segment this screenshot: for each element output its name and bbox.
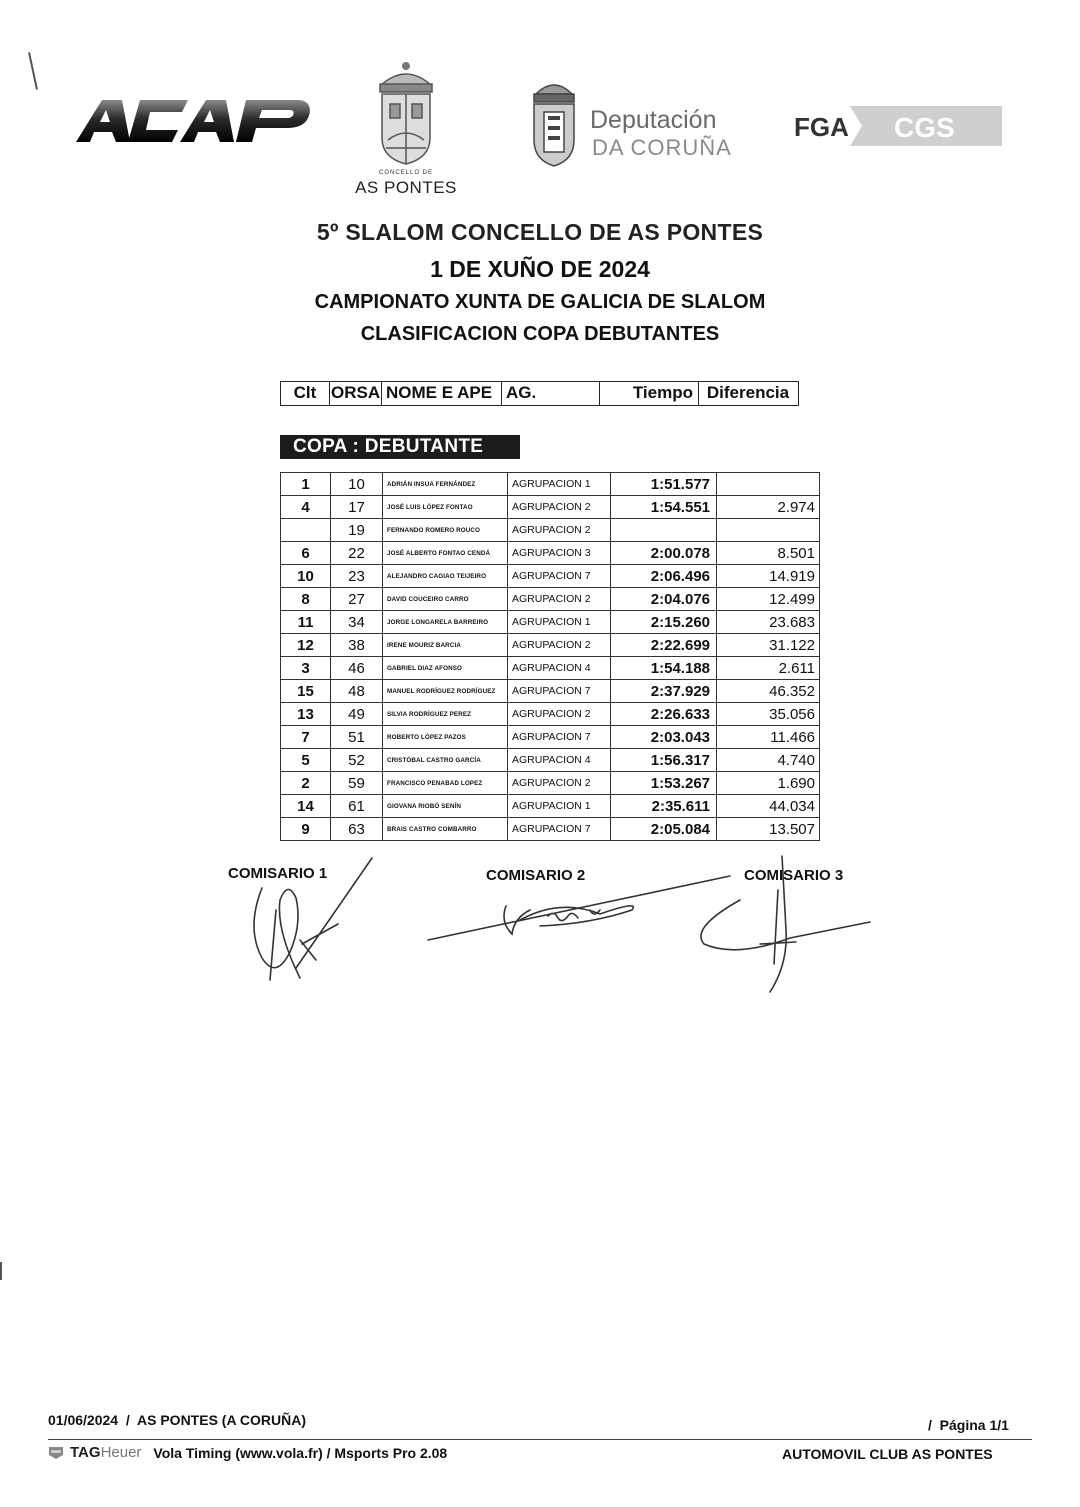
result-position: 12 xyxy=(281,634,331,657)
result-difference: 4.740 xyxy=(717,749,820,772)
result-dorsal: 38 xyxy=(331,634,383,657)
table-row xyxy=(281,519,820,542)
result-difference: 1.690 xyxy=(717,772,820,795)
timing-software: Vola Timing (www.vola.fr) / Msports Pro 2.08 xyxy=(153,1444,448,1461)
table-row xyxy=(281,565,820,588)
table-row xyxy=(281,634,820,657)
result-driver-name: GIOVANA RIOBÓ SENÍN xyxy=(383,795,508,818)
result-group: AGRUPACION 2 xyxy=(508,772,611,795)
classification-title: CLASIFICACION COPA DEBUTANTES xyxy=(360,323,720,345)
result-position: 9 xyxy=(281,818,331,841)
header-orsa: ORSA xyxy=(330,382,382,405)
result-time: 1:51.577 xyxy=(611,473,717,496)
result-difference: 13.507 xyxy=(717,818,820,841)
result-difference: 11.466 xyxy=(717,726,820,749)
result-position: 10 xyxy=(281,565,331,588)
table-row xyxy=(281,542,820,565)
results-table xyxy=(280,472,820,841)
result-position: 3 xyxy=(281,657,331,680)
table-row xyxy=(281,726,820,749)
result-difference: 2.611 xyxy=(717,657,820,680)
result-driver-name: BRAIS CASTRO COMBARRO xyxy=(383,818,508,841)
result-difference: 14.919 xyxy=(717,565,820,588)
result-group: AGRUPACION 1 xyxy=(508,795,611,818)
result-group: AGRUPACION 7 xyxy=(508,818,611,841)
result-driver-name: ADRIÁN INSUA FERNÁNDEZ xyxy=(383,473,508,496)
result-dorsal: 51 xyxy=(331,726,383,749)
result-difference: 44.034 xyxy=(717,795,820,818)
result-time: 2:05.084 xyxy=(611,818,717,841)
result-time: 2:00.078 xyxy=(611,542,717,565)
result-driver-name: MANUEL RODRÍGUEZ RODRÍGUEZ xyxy=(383,680,508,703)
result-dorsal: 22 xyxy=(331,542,383,565)
result-group: AGRUPACION 1 xyxy=(508,473,611,496)
table-row xyxy=(281,680,820,703)
result-time: 2:04.076 xyxy=(611,588,717,611)
header-ag: AG. xyxy=(502,382,600,405)
result-difference: 2.974 xyxy=(717,496,820,519)
comisario-2-label: COMISARIO 2 xyxy=(486,867,586,884)
deputacion-line1: Deputación xyxy=(590,106,717,134)
result-time: 2:35.611 xyxy=(611,795,717,818)
header-diferencia: Diferencia xyxy=(706,383,790,402)
table-row xyxy=(281,772,820,795)
result-position: 11 xyxy=(281,611,331,634)
scan-mark xyxy=(0,1262,2,1280)
result-driver-name: ROBERTO LÓPEZ PAZOS xyxy=(383,726,508,749)
result-dorsal: 10 xyxy=(331,473,383,496)
tag-brand: TAG xyxy=(70,1444,101,1461)
result-difference: 12.499 xyxy=(717,588,820,611)
header-clt: Clt xyxy=(281,382,330,405)
result-dorsal: 23 xyxy=(331,565,383,588)
result-group: AGRUPACION 4 xyxy=(508,657,611,680)
event-title: 5º SLALOM CONCELLO DE AS PONTES xyxy=(316,219,764,245)
heuer-brand: Heuer xyxy=(100,1444,142,1461)
header-tiempo: Tiempo xyxy=(600,382,699,405)
result-driver-name: FERNANDO ROMERO ROUCO xyxy=(383,519,508,542)
result-driver-name: JOSÉ ALBERTO FONTAO CENDÁ xyxy=(383,542,508,565)
result-position: 7 xyxy=(281,726,331,749)
result-time: 2:37.929 xyxy=(611,680,717,703)
comisario-3-label: COMISARIO 3 xyxy=(744,867,844,884)
result-time: 2:26.633 xyxy=(611,703,717,726)
signatures-drawing xyxy=(0,840,1080,1020)
result-dorsal: 27 xyxy=(331,588,383,611)
result-dorsal: 48 xyxy=(331,680,383,703)
result-dorsal: 34 xyxy=(331,611,383,634)
header-nome: NOME E APE xyxy=(382,382,502,405)
result-group: AGRUPACION 1 xyxy=(508,611,611,634)
comisario-1-label: COMISARIO 1 xyxy=(228,865,328,882)
result-position: 13 xyxy=(281,703,331,726)
result-driver-name: JOSÉ LUIS LÓPEZ FONTAO xyxy=(383,496,508,519)
result-time: 2:03.043 xyxy=(611,726,717,749)
result-dorsal: 52 xyxy=(331,749,383,772)
result-driver-name: FRANCISCO PENABAD LOPEZ xyxy=(383,772,508,795)
result-time: 2:15.260 xyxy=(611,611,717,634)
result-time: 1:54.188 xyxy=(611,657,717,680)
table-row xyxy=(281,818,820,841)
signature-comisario-2 xyxy=(428,876,730,940)
result-group: AGRUPACION 2 xyxy=(508,588,611,611)
fga-cgs-logo xyxy=(790,104,1002,148)
result-time: 2:06.496 xyxy=(611,565,717,588)
fga-text: FGA xyxy=(794,112,849,142)
result-driver-name: CRISTÓBAL CASTRO GARCÍA xyxy=(383,749,508,772)
deputacion-logo xyxy=(526,76,736,170)
result-driver-name: IRENE MOURIZ BARCIA xyxy=(383,634,508,657)
table-row xyxy=(281,611,820,634)
footer-divider xyxy=(48,1439,1032,1440)
table-row xyxy=(281,588,820,611)
result-time xyxy=(611,519,717,542)
result-dorsal: 49 xyxy=(331,703,383,726)
tag-heuer-icon xyxy=(48,1446,64,1460)
result-time: 1:53.267 xyxy=(611,772,717,795)
result-driver-name: GABRIEL DIAZ AFONSO xyxy=(383,657,508,680)
result-dorsal: 46 xyxy=(331,657,383,680)
result-difference: 35.056 xyxy=(717,703,820,726)
result-position: 15 xyxy=(281,680,331,703)
signature-comisario-1 xyxy=(254,858,372,980)
championship-title: CAMPIONATO XUNTA DE GALICIA DE SLALOM xyxy=(314,291,766,313)
table-row xyxy=(281,749,820,772)
result-position: 14 xyxy=(281,795,331,818)
result-dorsal: 59 xyxy=(331,772,383,795)
result-group: AGRUPACION 4 xyxy=(508,749,611,772)
result-group: AGRUPACION 2 xyxy=(508,703,611,726)
result-position xyxy=(281,519,331,542)
section-label: COPA : DEBUTANTE xyxy=(280,435,520,459)
result-driver-name: ALEJANDRO CAGIAO TEIJEIRO xyxy=(383,565,508,588)
cgs-text: CGS xyxy=(894,112,955,143)
result-difference: 31.122 xyxy=(717,634,820,657)
result-group: AGRUPACION 7 xyxy=(508,565,611,588)
table-row xyxy=(281,657,820,680)
result-time: 1:54.551 xyxy=(611,496,717,519)
table-row xyxy=(281,496,820,519)
result-driver-name: DAVID COUCEIRO CARRO xyxy=(383,588,508,611)
concello-name: AS PONTES xyxy=(355,178,457,197)
result-dorsal: 19 xyxy=(331,519,383,542)
result-dorsal: 17 xyxy=(331,496,383,519)
acap-logo xyxy=(76,96,312,146)
result-position: 2 xyxy=(281,772,331,795)
table-row xyxy=(281,473,820,496)
result-group: AGRUPACION 2 xyxy=(508,496,611,519)
result-time: 2:22.699 xyxy=(611,634,717,657)
table-row xyxy=(281,795,820,818)
concello-small-text: CONCELLO DE xyxy=(378,170,433,176)
result-group: AGRUPACION 7 xyxy=(508,680,611,703)
result-position: 6 xyxy=(281,542,331,565)
result-driver-name: JORGE LONGARELA BARREIRO xyxy=(383,611,508,634)
footer-timing-credit xyxy=(48,1444,447,1461)
result-time: 1:56.317 xyxy=(611,749,717,772)
column-header-row xyxy=(280,381,799,406)
result-group: AGRUPACION 3 xyxy=(508,542,611,565)
as-pontes-logo xyxy=(350,60,462,200)
result-group: AGRUPACION 2 xyxy=(508,519,611,542)
result-difference: 8.501 xyxy=(717,542,820,565)
result-difference: 23.683 xyxy=(717,611,820,634)
result-difference xyxy=(717,519,820,542)
table-row xyxy=(281,703,820,726)
result-dorsal: 61 xyxy=(331,795,383,818)
result-group: AGRUPACION 7 xyxy=(508,726,611,749)
result-position: 4 xyxy=(281,496,331,519)
deputacion-line2: DA CORUÑA xyxy=(592,135,732,160)
result-difference: 46.352 xyxy=(717,680,820,703)
result-dorsal: 63 xyxy=(331,818,383,841)
footer-date-place: 01/06/2024 / AS PONTES (A CORUÑA) xyxy=(48,1412,307,1428)
footer-page-number: / Página 1/1 xyxy=(928,1417,1009,1433)
result-difference xyxy=(717,473,820,496)
result-position: 5 xyxy=(281,749,331,772)
event-date: 1 DE XUÑO DE 2024 xyxy=(430,256,650,282)
scan-mark xyxy=(28,52,38,90)
result-driver-name: SILVIA RODRÍGUEZ PEREZ xyxy=(383,703,508,726)
result-position: 1 xyxy=(281,473,331,496)
result-position: 8 xyxy=(281,588,331,611)
result-group: AGRUPACION 2 xyxy=(508,634,611,657)
footer-organizer: AUTOMOVIL CLUB AS PONTES xyxy=(782,1446,993,1462)
